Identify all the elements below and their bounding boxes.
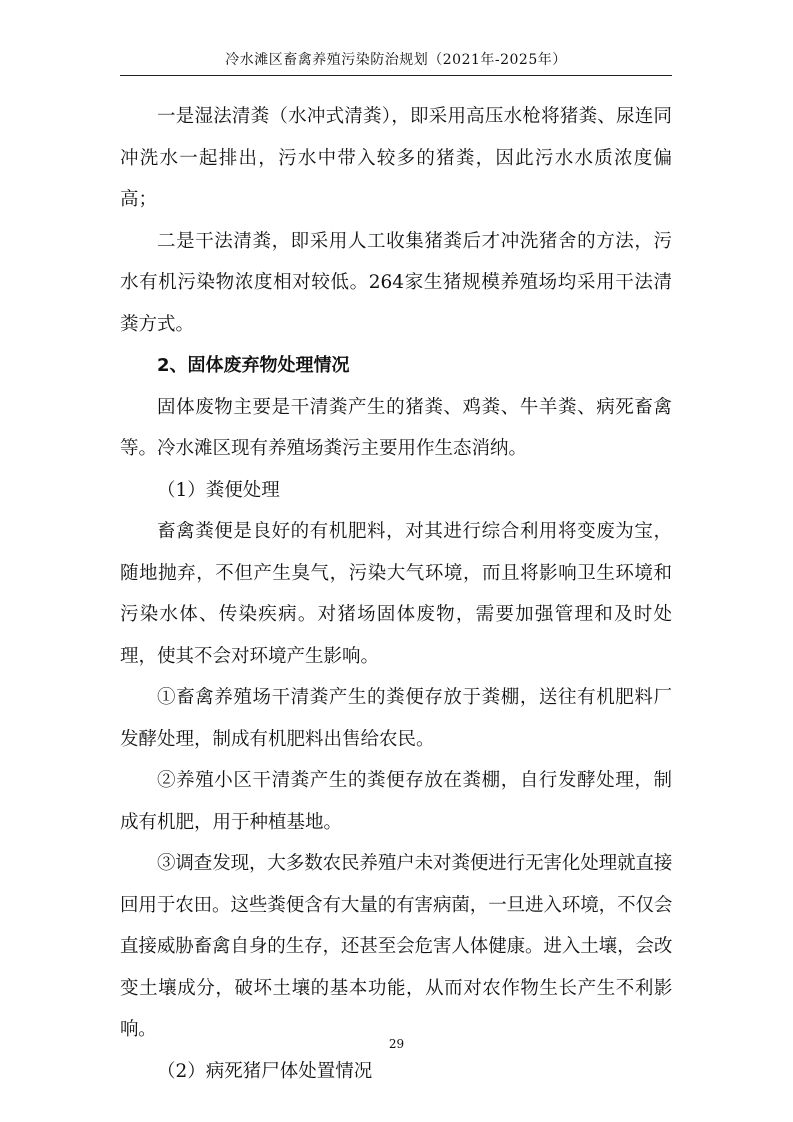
header-divider (120, 75, 672, 76)
list-item-2: ②养殖小区干清粪产生的粪便存放在粪棚，自行发酵处理，制成有机肥，用于种植基地。 (120, 770, 672, 833)
page-number: 29 (388, 1037, 405, 1051)
subheading-dead-pig-disposal: （2）病死猪尸体处置情况 (157, 1060, 373, 1082)
paragraph-manure-value: 畜禽粪便是良好的有机肥料，对其进行综合利用将变废为宝，随地抛弃，不但产生臭气，污染大气环境，而且将影响卫生环境和污染水体、传染疾病。对猪场固体废物，需要加强管理和及时处理，使其不会对环境产生影响。 (120, 521, 672, 667)
page-body (120, 96, 672, 1092)
list-item-3: ③调查发现，大多数农民养殖户未对粪便进行无害化处理就直接回用于农田。这些粪便含有大量的有害病菌，一旦进入环境，不仅会直接威胁畜禽自身的生存，还甚至会危害人体健康。进入土壤，会改变土壤成分，破坏土壤的基本功能，从而对农作物生长产生不利影响。 (120, 853, 672, 1040)
section-heading-solid-waste: 2、固体废弃物处理情况 (157, 355, 350, 376)
list-item-1: ①畜禽养殖场干清粪产生的粪便存放于粪棚，送往有机肥料厂发酵处理，制成有机肥料出售给农民。 (120, 687, 672, 750)
subheading-manure-treatment: （1）粪便处理 (157, 479, 280, 501)
paragraph-wet-cleaning: 一是湿法清粪（水冲式清粪），即采用高压水枪将猪粪、尿连同冲洗水一起排出，污水中带入较多的猪粪，因此污水水质浓度偏高； (120, 106, 672, 210)
paragraph-solid-waste-intro: 固体废物主要是干清粪产生的猪粪、鸡粪、牛羊粪、病死畜禽等。冷水滩区现有养殖场粪污主要用作生态消纳。 (120, 396, 672, 459)
paragraph-dry-cleaning: 二是干法清粪，即采用人工收集猪粪后才冲洗猪舍的方法，污水有机污染物浓度相对较低。264家生猪规模养殖场均采用干法清粪方式。 (120, 230, 672, 335)
running-header: 冷水滩区畜禽养殖污染防治规划（2021年-2025年） (225, 52, 567, 68)
